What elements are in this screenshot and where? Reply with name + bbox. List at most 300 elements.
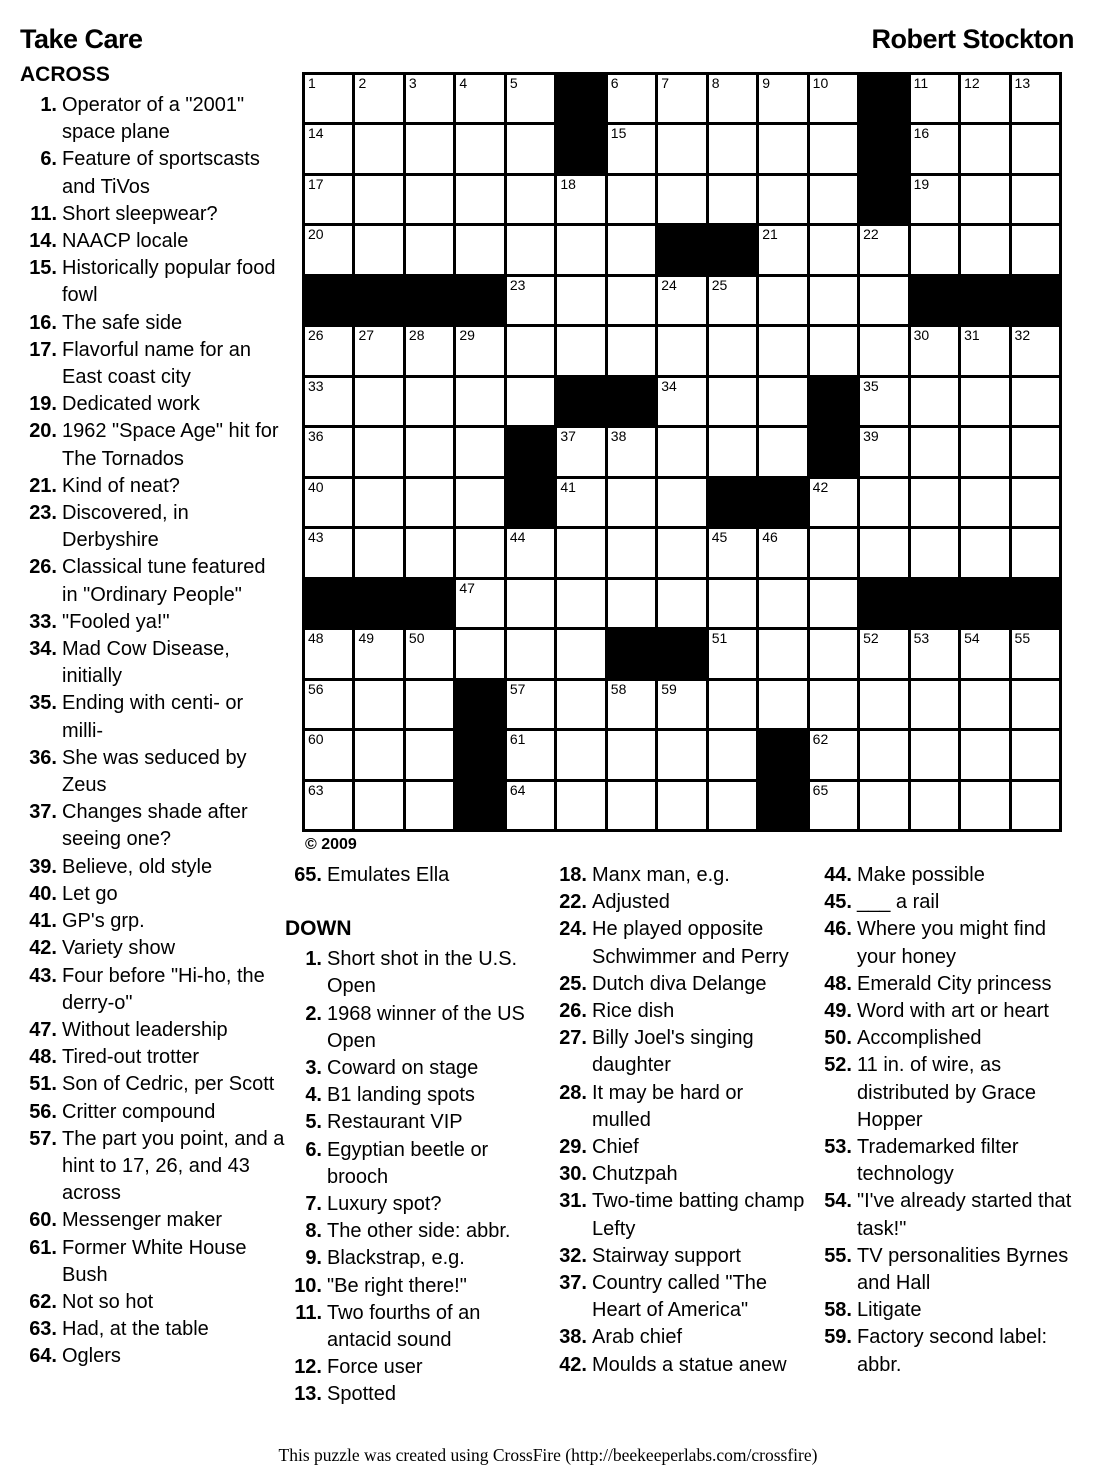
clue-column-2 (285, 862, 543, 1409)
grid-cell-r2c14 (961, 125, 1008, 172)
clue-number: 26. (29, 556, 57, 579)
clue-across-64 (20, 1343, 286, 1370)
cell-number: 31 (964, 327, 980, 344)
clue-across-39 (20, 854, 286, 881)
clue-number: 61. (29, 1236, 57, 1259)
clue-number: 42. (559, 1353, 587, 1376)
cell-number: 58 (610, 680, 627, 697)
clue-number: 10. (294, 1274, 322, 1297)
grid-cell-r10c13 (911, 529, 958, 576)
clue-number: 44. (824, 864, 852, 886)
clue-text: Son of Cedric, per Scott (62, 1073, 275, 1096)
clue-number: 52. (824, 1054, 852, 1077)
clue-text: Historically popular food fowl (62, 257, 276, 307)
cell-number: 28 (408, 327, 425, 344)
cell-number: 40 (308, 478, 324, 495)
clue-number: 42. (29, 937, 57, 960)
clue-down-46 (815, 916, 1081, 970)
grid-cell-r3c2 (355, 176, 402, 223)
grid-cell-r4c3 (406, 226, 453, 273)
cell-number: 65 (812, 781, 829, 798)
cell-number: 9 (762, 75, 770, 91)
clue-number: 29. (559, 1136, 587, 1159)
grid-cell-r6c15 (1012, 327, 1059, 374)
grid-cell-r10c5 (507, 529, 554, 576)
grid-cell-r15c9 (709, 782, 756, 829)
clue-number: 36. (29, 746, 57, 769)
clue-down-45 (815, 889, 1081, 916)
clue-number: 48. (824, 972, 852, 995)
clue-across-62 (20, 1289, 286, 1316)
grid-cell-r7c6-black (557, 378, 604, 425)
grid-cell-r8c7 (608, 428, 655, 475)
grid-cell-r2c12-black (860, 125, 907, 172)
grid-cell-r12c8-black (658, 630, 705, 677)
clue-text: "Fooled ya!" (62, 610, 170, 633)
clue-text: Factory second label: abbr. (857, 1326, 1048, 1376)
grid-cell-r2c15 (1012, 125, 1059, 172)
grid-cell-r8c11-black (810, 428, 857, 475)
clue-number: 31. (559, 1190, 587, 1213)
grid-cell-r15c13 (911, 782, 958, 829)
grid-cell-r12c11 (810, 630, 857, 677)
clue-down-54 (815, 1188, 1081, 1242)
cell-number: 47 (459, 579, 475, 596)
grid-cell-r5c12 (860, 277, 907, 324)
clue-down-2 (285, 1001, 543, 1055)
clue-down-8 (285, 1218, 543, 1245)
cell-number: 45 (711, 529, 728, 546)
cell-number: 2 (358, 75, 367, 91)
clue-down-53 (815, 1134, 1081, 1188)
clue-down-11 (285, 1300, 543, 1354)
clue-number: 32. (559, 1244, 587, 1267)
grid-cell-r9c7 (608, 479, 655, 526)
clue-column-4 (815, 862, 1081, 1379)
grid-cell-r14c3 (406, 731, 453, 778)
cell-number: 39 (863, 428, 879, 445)
grid-cell-r4c9-black (709, 226, 756, 273)
grid-cell-r5c10 (759, 277, 806, 324)
grid-cell-r1c3 (406, 75, 453, 122)
grid-cell-r13c1 (305, 681, 352, 728)
grid-cell-r7c12 (860, 378, 907, 425)
clue-text: Dutch diva Delange (592, 972, 767, 995)
clue-number: 14. (29, 230, 57, 253)
cell-number: 16 (913, 125, 930, 142)
cell-number: 53 (913, 630, 930, 647)
clue-down-38 (550, 1324, 806, 1351)
grid-cell-r12c12 (860, 630, 907, 677)
grid-cell-r14c12 (860, 731, 907, 778)
clue-down-12 (285, 1354, 543, 1381)
clue-number: 34. (29, 638, 57, 661)
grid-cell-r3c15 (1012, 176, 1059, 223)
clue-number: 28. (559, 1081, 587, 1104)
clue-text: "Be right there!" (327, 1274, 467, 1297)
grid-cell-r11c8 (658, 580, 705, 627)
grid-cell-r2c6-black (557, 125, 604, 172)
grid-cell-r2c1 (305, 125, 352, 172)
grid-cell-r10c2 (355, 529, 402, 576)
grid-cell-r14c15 (1012, 731, 1059, 778)
grid-cell-r2c13 (911, 125, 958, 172)
clue-across-33 (20, 609, 286, 636)
across-header: ACROSS (20, 63, 110, 86)
grid-cell-r14c10-black (759, 731, 806, 778)
grid-cell-r7c8 (658, 378, 705, 425)
grid-cell-r8c3 (406, 428, 453, 475)
cell-number: 12 (964, 75, 980, 91)
cell-number: 54 (964, 630, 980, 647)
clue-text: 1968 winner of the US Open (327, 1002, 525, 1052)
clue-number: 13. (294, 1383, 322, 1406)
grid-cell-r3c8 (658, 176, 705, 223)
grid-cell-r2c9 (709, 125, 756, 172)
clue-text: Luxury spot? (327, 1193, 442, 1216)
grid-cell-r12c6 (557, 630, 604, 677)
grid-cell-r13c10 (759, 681, 806, 728)
grid-cell-r6c14 (961, 327, 1008, 374)
clue-across-6 (20, 146, 286, 200)
clue-number: 58. (824, 1299, 852, 1322)
clue-number: 24. (559, 918, 587, 941)
grid-cell-r5c5 (507, 277, 554, 324)
grid-cell-r9c4 (456, 479, 503, 526)
grid-cell-r5c13-black (911, 277, 958, 324)
clue-text: Oglers (62, 1345, 121, 1368)
clue-text: Billy Joel's singing daughter (592, 1027, 754, 1077)
grid-cell-r3c10 (759, 176, 806, 223)
grid-cell-r6c9 (709, 327, 756, 374)
clue-down-37 (550, 1270, 806, 1324)
grid-cell-r14c5 (507, 731, 554, 778)
clue-down-50 (815, 1025, 1081, 1052)
grid-cell-r13c14 (961, 681, 1008, 728)
clue-number: 55. (824, 1244, 852, 1267)
grid-cell-r11c6 (557, 580, 604, 627)
grid-cell-r13c11 (810, 681, 857, 728)
grid-cell-r11c12-black (860, 580, 907, 627)
grid-cell-r10c11 (810, 529, 857, 576)
clue-across-51 (20, 1071, 286, 1098)
cell-number: 13 (1014, 75, 1031, 91)
grid-cell-r4c6 (557, 226, 604, 273)
clue-across-14 (20, 228, 286, 255)
grid-cell-r14c2 (355, 731, 402, 778)
grid-cell-r1c7 (608, 75, 655, 122)
clue-text: Two fourths of an antacid sound (327, 1301, 481, 1352)
grid-cell-r6c12 (860, 327, 907, 374)
clue-text: Restaurant VIP (327, 1111, 463, 1134)
grid-cell-r15c3 (406, 782, 453, 829)
clue-text: Egyptian beetle or brooch (327, 1138, 489, 1188)
grid-cell-r13c7 (608, 681, 655, 728)
grid-cell-r13c12 (860, 681, 907, 728)
cell-number: 46 (762, 529, 778, 546)
grid-cell-r6c11 (810, 327, 857, 374)
grid-cell-r1c2 (355, 75, 402, 122)
grid-cell-r10c6 (557, 529, 604, 576)
cell-number: 44 (509, 529, 526, 546)
cell-number: 29 (459, 327, 475, 344)
clue-text: ___ a rail (857, 891, 940, 914)
grid-cell-r11c7 (608, 580, 655, 627)
clue-number: 57. (29, 1127, 57, 1150)
grid-cell-r11c2-black (355, 580, 402, 627)
grid-cell-r15c10-black (759, 782, 806, 829)
clue-text: Four before "Hi-ho, the derry-o" (62, 964, 265, 1014)
grid-cell-r8c13 (911, 428, 958, 475)
grid-cell-r1c13 (911, 75, 958, 122)
grid-cell-r3c1 (305, 176, 352, 223)
cell-number: 57 (509, 680, 526, 697)
clue-down-28 (550, 1080, 806, 1134)
grid-cell-r1c15 (1012, 75, 1059, 122)
grid-cell-r4c5 (507, 226, 554, 273)
grid-cell-r4c15 (1012, 226, 1059, 273)
grid-cell-r4c1 (305, 226, 352, 273)
clue-number: 11. (295, 1301, 322, 1324)
clue-across-56 (20, 1099, 286, 1126)
grid-cell-r10c3 (406, 529, 453, 576)
clue-down-55 (815, 1243, 1081, 1297)
clue-text: Variety show (62, 937, 176, 960)
grid-cell-r10c15 (1012, 529, 1059, 576)
clue-text: Chutzpah (592, 1163, 678, 1186)
clue-number: 59. (824, 1326, 852, 1349)
clue-down-5 (285, 1109, 543, 1136)
clue-number: 45. (824, 891, 852, 914)
clue-text: Had, at the table (62, 1318, 209, 1341)
grid-cell-r12c9 (709, 630, 756, 677)
clue-down-48 (815, 971, 1081, 998)
cell-number: 17 (308, 175, 324, 192)
clue-number: 6. (305, 1138, 322, 1161)
grid-cell-r7c15 (1012, 378, 1059, 425)
cell-number: 60 (308, 731, 324, 748)
grid-cell-r11c10 (759, 580, 806, 627)
clue-number: 50. (824, 1027, 852, 1050)
puzzle-title: Take Care (20, 24, 143, 54)
cell-number: 42 (812, 478, 829, 495)
clue-number: 38. (559, 1326, 587, 1349)
clue-text: GP's grp. (62, 910, 145, 933)
grid-cell-r4c14 (961, 226, 1008, 273)
grid-cell-r11c4 (456, 580, 503, 627)
grid-cell-r9c12 (860, 479, 907, 526)
cell-number: 35 (863, 377, 879, 394)
clue-text: Feature of sportscasts and TiVos (62, 148, 260, 198)
grid-cell-r9c11 (810, 479, 857, 526)
clue-down-31 (550, 1188, 806, 1242)
clue-number: 1. (40, 94, 57, 116)
clue-down-3 (285, 1055, 543, 1082)
grid-cell-r12c15 (1012, 630, 1059, 677)
grid-cell-r14c13 (911, 731, 958, 778)
cell-number: 11 (913, 75, 929, 91)
grid-cell-r7c10 (759, 378, 806, 425)
clue-number: 65. (294, 864, 322, 886)
cell-number: 61 (509, 731, 526, 748)
clue-across-65 (285, 862, 543, 889)
grid-cell-r3c6 (557, 176, 604, 223)
clue-number: 25. (559, 972, 587, 995)
grid-cell-r4c4 (456, 226, 503, 273)
grid-cell-r13c5 (507, 681, 554, 728)
grid-cell-r9c1 (305, 479, 352, 526)
clue-text: Tired-out trotter (62, 1046, 200, 1069)
clue-down-18 (550, 862, 806, 889)
cell-number: 20 (308, 226, 324, 243)
clue-number: 62. (29, 1290, 57, 1313)
clue-number: 20. (29, 420, 57, 443)
grid-cell-r5c11 (810, 277, 857, 324)
clue-across-61 (20, 1235, 286, 1289)
clue-text: Country called "The Heart of America" (592, 1272, 767, 1322)
clue-number: 49. (824, 1000, 852, 1023)
grid-cell-r2c3 (406, 125, 453, 172)
clue-text: She was seduced by Zeus (62, 746, 247, 797)
clue-text: The other side: abbr. (327, 1220, 511, 1243)
clue-text: Emulates Ella (327, 864, 450, 886)
clue-across-35 (20, 690, 286, 744)
grid-cell-r15c12 (860, 782, 907, 829)
cell-number: 1 (308, 75, 316, 91)
clue-text: Ending with centi- or milli- (62, 692, 244, 742)
grid-cell-r10c8 (658, 529, 705, 576)
grid-cell-r8c4 (456, 428, 503, 475)
grid-cell-r3c11 (810, 176, 857, 223)
cell-number: 3 (408, 75, 417, 91)
grid-cell-r1c1 (305, 75, 352, 122)
cell-number: 26 (308, 327, 324, 344)
grid-cell-r1c9 (709, 75, 756, 122)
grid-cell-r8c1 (305, 428, 352, 475)
grid-cell-r12c3 (406, 630, 453, 677)
cell-number: 10 (812, 75, 829, 91)
grid-cell-r14c4-black (456, 731, 503, 778)
clue-text: 11 in. of wire, as distributed by Grace Hopper (857, 1054, 1036, 1131)
grid-cell-r12c10 (759, 630, 806, 677)
clue-number: 40. (29, 882, 57, 905)
cell-number: 30 (913, 327, 930, 344)
clue-text: Dedicated work (62, 393, 200, 416)
grid-cell-r9c15 (1012, 479, 1059, 526)
clue-across-15 (20, 255, 286, 309)
grid-cell-r3c13 (911, 176, 958, 223)
grid-cell-r1c5 (507, 75, 554, 122)
cell-number: 27 (358, 327, 375, 344)
grid-cell-r9c2 (355, 479, 402, 526)
grid-cell-r5c3-black (406, 277, 453, 324)
grid-cell-r8c12 (860, 428, 907, 475)
clue-text: Two-time batting champ Lefty (592, 1190, 805, 1240)
grid-cell-r14c1 (305, 731, 352, 778)
grid-cell-r7c1 (305, 378, 352, 425)
cell-number: 25 (711, 276, 728, 293)
clue-number: 3. (305, 1057, 322, 1080)
grid-cell-r13c4-black (456, 681, 503, 728)
grid-cell-r3c3 (406, 176, 453, 223)
clue-number: 54. (824, 1190, 852, 1213)
grid-cell-r8c10 (759, 428, 806, 475)
clue-down-13 (285, 1381, 543, 1408)
clue-down-26 (550, 998, 806, 1025)
grid-cell-r15c5 (507, 782, 554, 829)
clue-number: 43. (29, 964, 57, 987)
clue-text: Without leadership (62, 1018, 228, 1041)
clue-number: 19. (29, 393, 57, 416)
grid-cell-r11c3-black (406, 580, 453, 627)
clue-across-40 (20, 881, 286, 908)
grid-cell-r7c4 (456, 378, 503, 425)
footer-credit: This puzzle was created using CrossFire (http://beekeeperlabs.com/crossfire) (278, 1445, 818, 1465)
cell-number: 23 (509, 276, 526, 293)
clue-number: 1. (305, 948, 322, 971)
clue-across-36 (20, 745, 286, 799)
cell-number: 8 (711, 75, 720, 91)
grid-cell-r6c2 (355, 327, 402, 374)
clue-text: Emerald City princess (857, 972, 1052, 995)
grid-cell-r15c1 (305, 782, 352, 829)
grid-cell-r6c4 (456, 327, 503, 374)
grid-cell-r1c10 (759, 75, 806, 122)
cell-number: 56 (308, 680, 324, 697)
grid-cell-r3c9 (709, 176, 756, 223)
clue-down-52 (815, 1052, 1081, 1134)
grid-cell-r3c14 (961, 176, 1008, 223)
down-header: DOWN (285, 917, 352, 941)
clue-text: Where you might find your honey (857, 918, 1046, 968)
clue-text: Changes shade after seeing one? (62, 801, 248, 851)
grid-cell-r9c5-black (507, 479, 554, 526)
clue-text: Discovered, in Derbyshire (62, 502, 189, 552)
clue-text: Spotted (327, 1383, 396, 1406)
grid-cell-r7c5 (507, 378, 554, 425)
cell-number: 7 (661, 75, 670, 91)
clue-across-41 (20, 908, 286, 935)
clue-number: 9. (305, 1247, 322, 1270)
grid-cell-r1c14 (961, 75, 1008, 122)
clue-number: 48. (29, 1046, 57, 1069)
grid-cell-r12c5 (507, 630, 554, 677)
clue-number: 56. (29, 1100, 57, 1123)
grid-cell-r3c7 (608, 176, 655, 223)
grid-cell-r15c14 (961, 782, 1008, 829)
grid-cell-r2c2 (355, 125, 402, 172)
clue-across-20 (20, 418, 286, 472)
grid-cell-r7c2 (355, 378, 402, 425)
clue-number: 47. (29, 1018, 57, 1041)
cell-number: 22 (863, 226, 879, 243)
clue-across-47 (20, 1017, 286, 1044)
grid-cell-r13c13 (911, 681, 958, 728)
grid-cell-r12c2 (355, 630, 402, 677)
grid-cell-r5c2-black (355, 277, 402, 324)
grid-cell-r9c14 (961, 479, 1008, 526)
across-clue-column (20, 62, 286, 1371)
grid-cell-r15c11 (810, 782, 857, 829)
grid-cell-r6c1 (305, 327, 352, 374)
clue-text: Let go (62, 882, 118, 905)
clue-across-37 (20, 799, 286, 853)
grid-cell-r10c14 (961, 529, 1008, 576)
cell-number: 41 (560, 478, 576, 495)
grid-cell-r15c15 (1012, 782, 1059, 829)
clue-number: 22. (559, 891, 587, 914)
cell-number: 15 (610, 125, 627, 142)
